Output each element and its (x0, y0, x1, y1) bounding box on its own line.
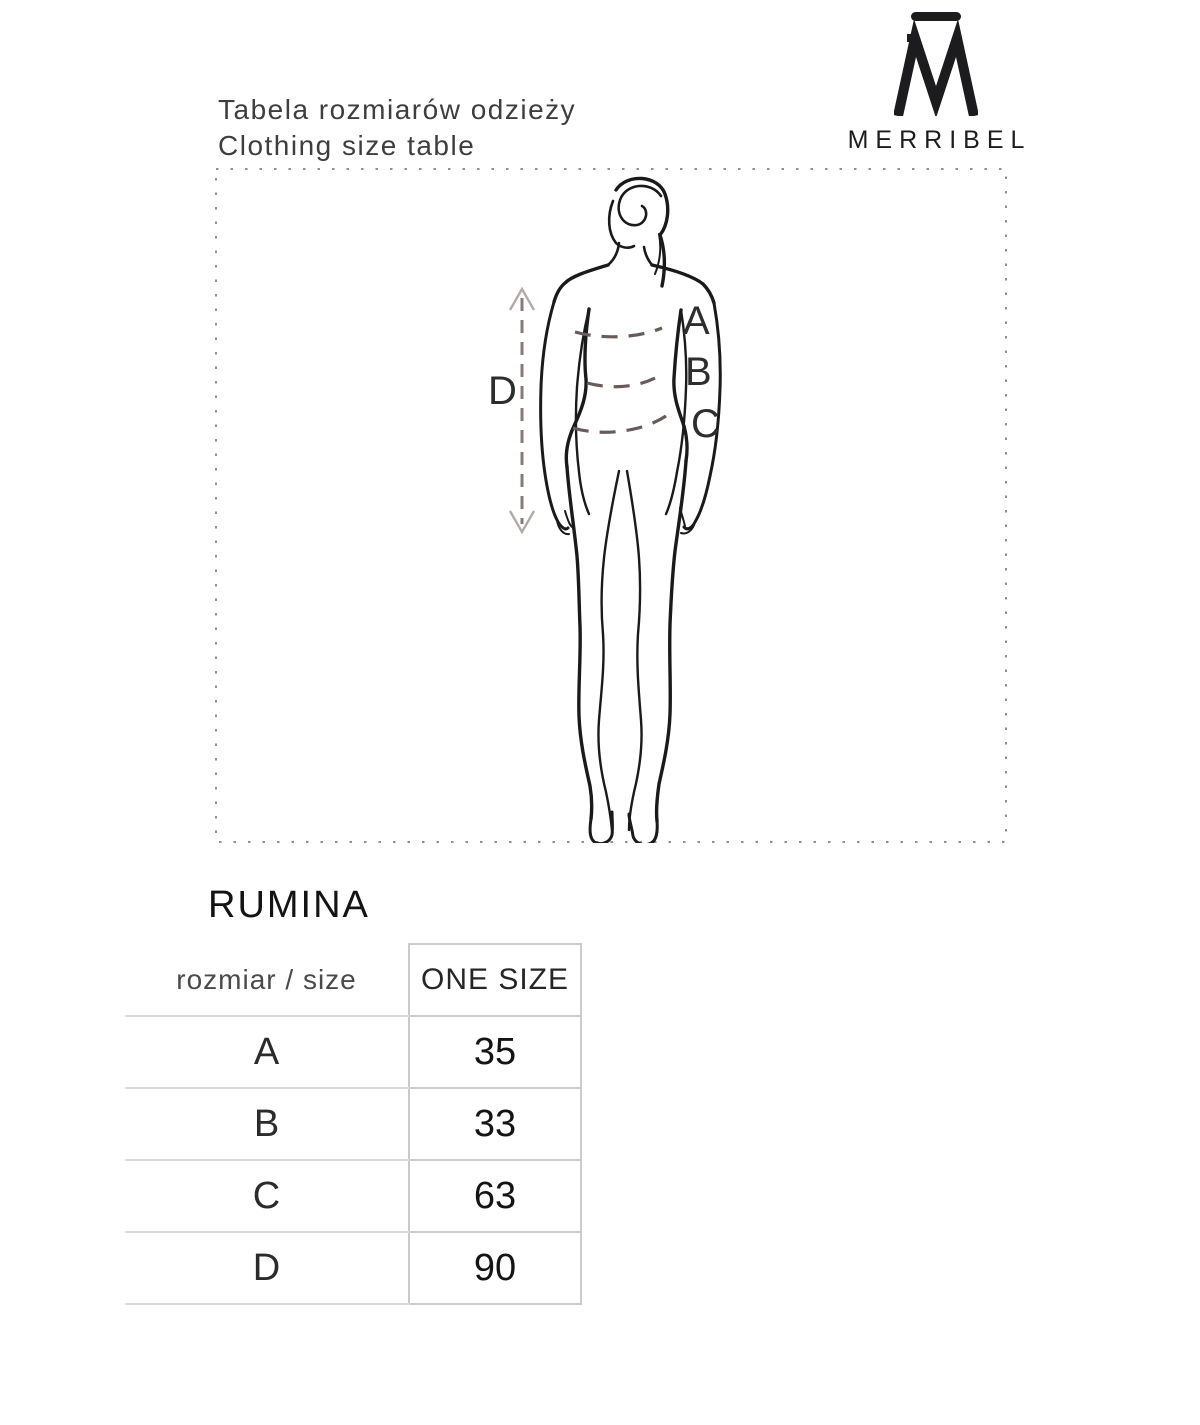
column-header: ONE SIZE (409, 944, 581, 1016)
measure-value: 90 (409, 1232, 581, 1304)
figure-sketch-svg (215, 168, 1007, 843)
product-name: RUMINA (208, 884, 370, 926)
label-a: A (683, 299, 710, 343)
measure-label: B (125, 1088, 409, 1160)
brand-name: MERRIBEL (847, 126, 1032, 154)
brand-logo (847, 12, 1032, 155)
table-row (125, 1232, 581, 1304)
size-table (125, 943, 582, 1305)
measure-label: A (125, 1016, 409, 1088)
title-line-pl: Tabela rozmiarów odzieży (218, 94, 577, 125)
measurement-diagram (215, 168, 1007, 843)
merribel-logo-icon (894, 12, 978, 116)
label-c: C (691, 402, 720, 446)
measure-label: C (125, 1160, 409, 1232)
measure-value: 63 (409, 1160, 581, 1232)
label-d: D (488, 369, 517, 413)
measure-label: D (125, 1232, 409, 1304)
table-row (125, 1088, 581, 1160)
label-b: B (685, 350, 712, 394)
measure-value: 33 (409, 1088, 581, 1160)
table-row (125, 1160, 581, 1232)
female-figure-outline (541, 178, 721, 843)
table-header-row (125, 944, 581, 1016)
table-row (125, 1016, 581, 1088)
title-line-en: Clothing size table (218, 130, 476, 161)
row-header-label: rozmiar / size (125, 944, 409, 1016)
page-title (218, 92, 576, 164)
hip-line (573, 416, 666, 432)
waist-line (587, 378, 655, 387)
measure-value: 35 (409, 1016, 581, 1088)
